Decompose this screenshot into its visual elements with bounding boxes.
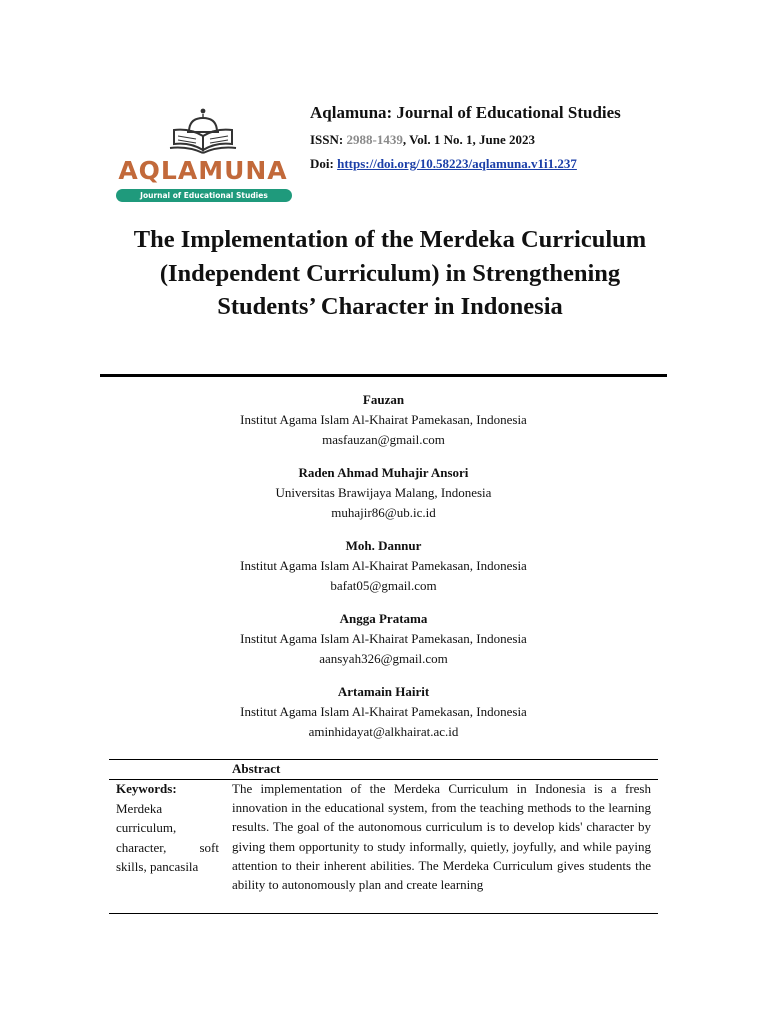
author-block <box>100 463 667 522</box>
abstract-heading: Abstract <box>232 761 281 776</box>
author-block <box>100 609 667 668</box>
author-block <box>100 536 667 595</box>
journal-issn-line <box>310 132 670 148</box>
book-dome-icon <box>108 106 298 158</box>
journal-header <box>310 103 670 180</box>
author-name: Moh. Dannur <box>345 538 422 553</box>
abstract-bottom-rule <box>109 913 658 914</box>
journal-logo <box>108 106 298 206</box>
journal-title: Aqlamuna: Journal of Educational Studies <box>310 103 621 122</box>
issn-label: ISSN: <box>310 132 347 147</box>
author-block <box>100 682 667 741</box>
keywords-cell <box>116 779 219 877</box>
author-affiliation: Institut Agama Islam Al-Khairat Pamekasan, Indonesia <box>240 558 527 573</box>
issue-info: , Vol. 1 No. 1, June 2023 <box>402 132 536 147</box>
doi-link[interactable]: https://doi.org/10.58223/aqlamuna.v1i1.237 <box>337 156 577 171</box>
abstract-text: The implementation of the Merdeka Curriculum in Indonesia is a fresh innovation in the educational system, from the teaching methods to the learning results. The goal of the autonomous curriculum is to develop kids' character by giving them opportunity to study informally, quietly, joyfully, and while paying attention to their inherent abilities. The Merdeka Curriculum gives students the ability to autonomously plan and create learning <box>232 781 651 893</box>
author-email: aminhidayat@alkhairat.ac.id <box>308 723 459 739</box>
author-list <box>100 390 667 755</box>
author-email: bafat05@gmail.com <box>330 577 437 593</box>
author-email: aansyah326@gmail.com <box>319 650 448 666</box>
author-name: Raden Ahmad Muhajir Ansori <box>298 465 469 480</box>
author-name: Fauzan <box>362 392 405 407</box>
doi-label: Doi: <box>310 156 338 171</box>
issn-number: 2988-1439 <box>346 132 403 147</box>
keywords-text: Merdeka curriculum, character, soft skills, pancasila <box>116 800 219 874</box>
logo-tagline: Journal of Educational Studies <box>116 189 292 202</box>
author-block <box>100 390 667 449</box>
article-title: The Implementation of the Merdeka Curriculum (Independent Curriculum) in Strengthening Students’ Character in Indonesia <box>133 226 647 320</box>
abstract-top-rule <box>109 759 658 760</box>
author-affiliation: Universitas Brawijaya Malang, Indonesia <box>275 485 492 500</box>
journal-doi-line <box>310 156 670 172</box>
author-name: Angga Pratama <box>339 611 428 626</box>
author-affiliation: Institut Agama Islam Al-Khairat Pamekasan, Indonesia <box>240 412 527 427</box>
logo-wordmark: AQLAMUNA <box>118 156 288 185</box>
title-divider <box>100 374 667 377</box>
author-name: Artamain Hairit <box>337 684 430 699</box>
keywords-label: Keywords: <box>116 781 177 796</box>
author-affiliation: Institut Agama Islam Al-Khairat Pamekasan, Indonesia <box>240 704 527 719</box>
author-email: muhajir86@ub.ic.id <box>331 504 436 520</box>
author-email: masfauzan@gmail.com <box>322 431 445 447</box>
author-affiliation: Institut Agama Islam Al-Khairat Pamekasan, Indonesia <box>240 631 527 646</box>
